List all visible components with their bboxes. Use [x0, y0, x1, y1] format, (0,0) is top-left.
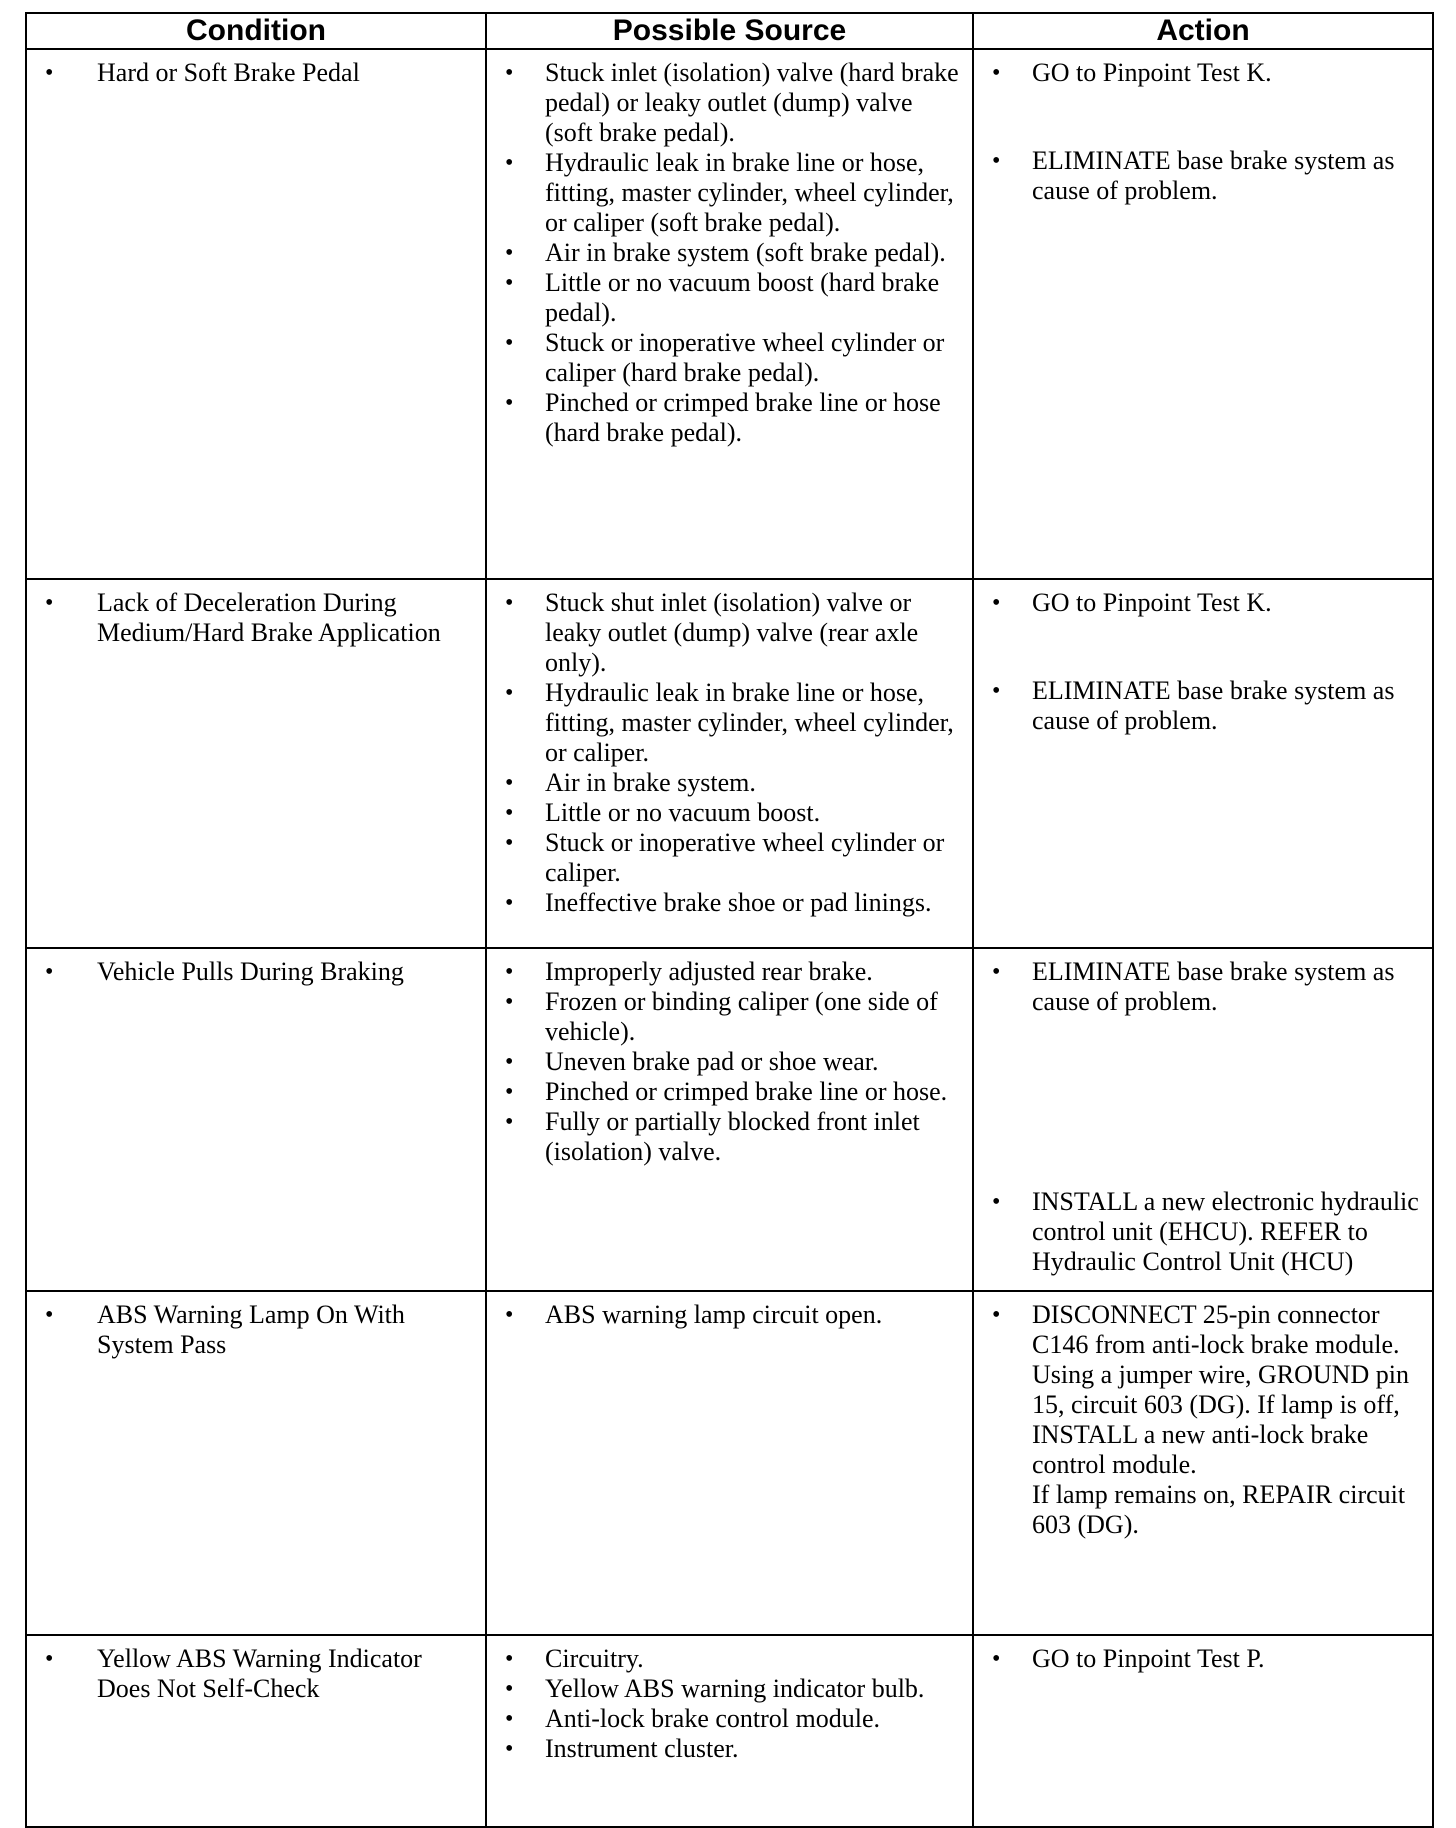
table-row — [26, 948, 1433, 1291]
source-item: • Hydraulic leak in brake line or hose, fitting, master cylinder, wheel cylinder, or caliper. — [497, 678, 962, 768]
action-followup-text: If lamp remains on, REPAIR circuit 603 (DG). — [1032, 1480, 1406, 1539]
action-cell — [973, 948, 1433, 1291]
source-item: • Ineffective brake shoe or pad linings. — [497, 888, 962, 918]
header-condition: Condition — [26, 13, 486, 49]
condition-cell — [26, 1291, 486, 1635]
action-cell — [973, 579, 1433, 948]
action-item: • ELIMINATE base brake system as cause of problem. — [984, 676, 1422, 736]
source-item: • Stuck inlet (isolation) valve (hard brake pedal) or leaky outlet (dump) valve (soft brake pedal). — [497, 58, 962, 148]
condition-cell — [26, 49, 486, 579]
action-cell — [973, 1291, 1433, 1635]
source-item: • Hydraulic leak in brake line or hose, fitting, master cylinder, wheel cylinder, or caliper (soft brake pedal). — [497, 148, 962, 238]
source-item: • Air in brake system (soft brake pedal). — [497, 238, 962, 268]
source-item: • ABS warning lamp circuit open. — [497, 1300, 962, 1330]
source-item: • Anti-lock brake control module. — [497, 1704, 962, 1734]
source-item: • Frozen or binding caliper (one side of vehicle). — [497, 987, 962, 1047]
source-item: • Circuitry. — [497, 1644, 962, 1674]
source-item: • Stuck or inoperative wheel cylinder or caliper (hard brake pedal). — [497, 328, 962, 388]
source-item: • Yellow ABS warning indicator bulb. — [497, 1674, 962, 1704]
source-cell — [486, 579, 973, 948]
action-text: • DISCONNECT 25-pin connector C146 from anti-lock brake module. Using a jumper wire, GROUND pin 15, circuit 603 (DG). If lamp is off, INSTALL a new anti-lock brake control module. — [1032, 1300, 1409, 1479]
action-item: • ELIMINATE base brake system as cause of problem. — [984, 146, 1422, 206]
source-cell — [486, 948, 973, 1291]
condition-cell — [26, 948, 486, 1291]
action-item: • GO to Pinpoint Test K. — [984, 58, 1422, 88]
diagnostic-table — [25, 12, 1434, 1828]
diagnostic-table-container — [25, 12, 1432, 1828]
source-cell — [486, 1291, 973, 1635]
source-item: • Stuck or inoperative wheel cylinder or caliper. — [497, 828, 962, 888]
action-item: • ELIMINATE base brake system as cause of problem. — [984, 957, 1422, 1017]
action-item: • INSTALL a new electronic hydraulic control unit (EHCU). REFER to Hydraulic Control Unit (HCU) — [984, 1187, 1422, 1277]
source-item: • Little or no vacuum boost. — [497, 798, 962, 828]
table-row — [26, 1291, 1433, 1635]
source-item: • Fully or partially blocked front inlet (isolation) valve. — [497, 1107, 962, 1167]
action-item: • GO to Pinpoint Test P. — [984, 1644, 1422, 1674]
source-item: • Uneven brake pad or shoe wear. — [497, 1047, 962, 1077]
action-item — [984, 1300, 1422, 1540]
table-row — [26, 49, 1433, 579]
condition-item: • Hard or Soft Brake Pedal — [37, 58, 475, 88]
source-item: • Instrument cluster. — [497, 1734, 962, 1764]
header-possible-source: Possible Source — [486, 13, 973, 49]
condition-item: • Vehicle Pulls During Braking — [37, 957, 475, 987]
condition-cell — [26, 1635, 486, 1827]
source-item: • Improperly adjusted rear brake. — [497, 957, 962, 987]
table-row — [26, 579, 1433, 948]
action-cell — [973, 49, 1433, 579]
condition-item: • Lack of Deceleration During Medium/Hard Brake Application — [37, 588, 475, 648]
source-item: • Pinched or crimped brake line or hose (hard brake pedal). — [497, 388, 962, 448]
table-header-row — [26, 13, 1433, 49]
table-row — [26, 1635, 1433, 1827]
source-item: • Air in brake system. — [497, 768, 962, 798]
action-item: • GO to Pinpoint Test K. — [984, 588, 1422, 618]
action-cell — [973, 1635, 1433, 1827]
source-item: • Pinched or crimped brake line or hose. — [497, 1077, 962, 1107]
source-item: • Stuck shut inlet (isolation) valve or leaky outlet (dump) valve (rear axle only). — [497, 588, 962, 678]
source-item: • Little or no vacuum boost (hard brake pedal). — [497, 268, 962, 328]
header-action: Action — [973, 13, 1433, 49]
condition-cell — [26, 579, 486, 948]
source-cell — [486, 1635, 973, 1827]
source-cell — [486, 49, 973, 579]
condition-item: • Yellow ABS Warning Indicator Does Not Self-Check — [37, 1644, 475, 1704]
condition-item: • ABS Warning Lamp On With System Pass — [37, 1300, 475, 1360]
